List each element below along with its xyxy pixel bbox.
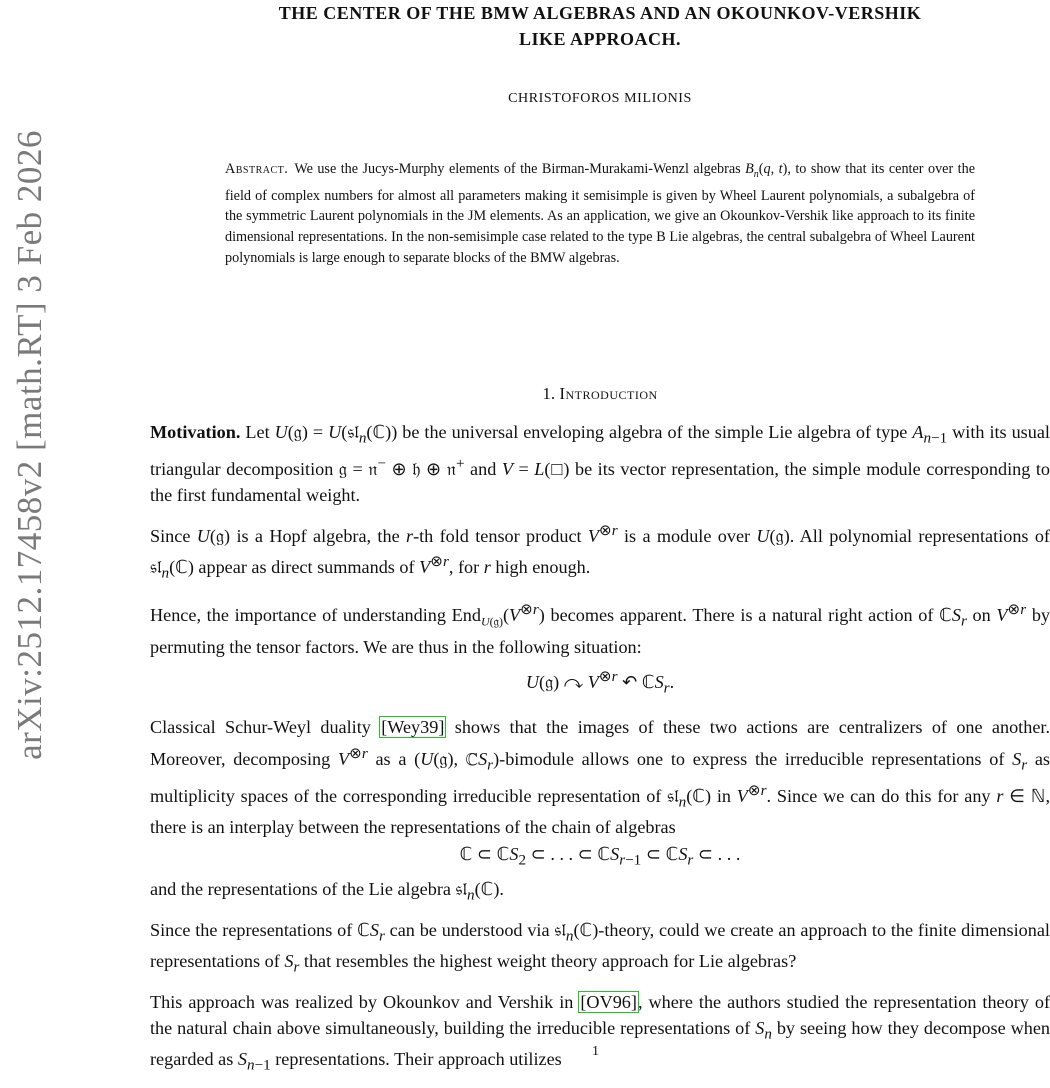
paragraph-schur-weyl: Classical Schur-Weyl duality [Wey39] shows that the images of these two actions are centralizers of one another. Moreover, decomposing $V^{\otimes r}$ as a (U(𝔤), ℂS$_r$)-bimodule allows one to express the irreducible representations of $S_r$ as multiplicity spaces of the corresponding irreducible representation of 𝔰𝔩$_n$(ℂ) in $V^{\otimes r}$. Since we can do this for any r ∈ ℕ, there is an interplay between the representations of the chain of algebras bbox=[150, 717, 1050, 837]
arxiv-watermark bbox=[0, 0, 60, 1062]
display-equation-actions: U(𝔤) ↷ $V^{\otimes r}$ ↶ ℂS$_r$. bbox=[525, 668, 675, 697]
abstract-label: Abstract. bbox=[225, 161, 289, 177]
abstract: Abstract. We use the Jucys-Murphy elements of the Birman-Murakami-Wenzl algebras $B_n(q$, t), to show that its center over the field of complex numbers for almost all parameters making it semisimple is given by Wheel Laurent polynomials, a subalgebra of the symmetric Laurent polynomials in the JM elements. As an application, we give an Okounkov-Vershik like approach to its finite dimensional representations. In the non-semisimple case related to the type B Lie algebras, the central subalgebra of Wheel Laurent polynomials is large enough to separate blocks of the BMW algebras. bbox=[225, 161, 975, 266]
paper-title bbox=[150, 0, 1050, 52]
section-heading: 1. Introduction bbox=[542, 384, 658, 403]
title-line-2: LIKE APPROACH. bbox=[518, 29, 681, 49]
author: CHRISTOFOROS MILIONIS bbox=[508, 91, 692, 106]
arxiv-id: arXiv:2512.17458v2 [math.RT] 3 Feb 2026 bbox=[10, 130, 49, 760]
body-text bbox=[150, 420, 1050, 1088]
paragraph-motivation: Motivation. Let U(𝔤) = U(𝔰𝔩$_n$(ℂ)) be the universal enveloping algebra of the simple Lie algebra of type $A_{n-1}$ with its usual triangular decomposition 𝔤 = 𝔫− ⊕ 𝔥 ⊕ 𝔫+ and V = L(□) be its vector representation, the simple module corresponding to the first fundamental weight. bbox=[150, 422, 1050, 505]
motivation-head: Motivation. bbox=[150, 422, 241, 442]
display-equation-chain: ℂ ⊂ ℂS$_2$ ⊂ . . . ⊂ ℂS$_{r-1}$ ⊂ ℂS$_r$ ⊂ . . . bbox=[459, 844, 741, 869]
page-number: 1 bbox=[592, 1044, 599, 1059]
paragraph-question: Since the representations of ℂS$_r$ can be understood via 𝔰𝔩$_n$(ℂ)-theory, could we create an approach to the finite dimensional representations of $S_r$ that resembles the highest weight theory approach for Lie algebras? bbox=[150, 920, 1050, 976]
paragraph-lie-algebra: and the representations of the Lie algebra 𝔰𝔩$_n$(ℂ). bbox=[150, 879, 504, 904]
paragraph-hopf: Since U(𝔤) is a Hopf algebra, the r-th fold tensor product $V^{\otimes r}$ is a module over U(𝔤). All polynomial representations of 𝔰𝔩$_n$(ℂ) appear as direct summands of $V^{\otimes r}$, for r high enough. bbox=[150, 521, 1050, 583]
paragraph-endomorphism: Hence, the importance of understanding $End_{U(𝔤)}(V^{\otimes r})$ becomes apparent. There is a natural right action of ℂS$_r$ on $V^{\otimes r}$ by permuting the tensor factors. We are thus in the following situation: bbox=[150, 600, 1050, 657]
title-line-1: THE CENTER OF THE BMW ALGEBRAS AND AN OKOUNKOV-VERSHIK bbox=[278, 3, 922, 23]
citation-ov96[interactable]: [OV96] bbox=[580, 992, 637, 1013]
citation-wey39[interactable]: [Wey39] bbox=[381, 717, 445, 738]
paragraph-okounkov-vershik: This approach was realized by Okounkov and Vershik in [OV96], where the authors studied the representation theory of the natural chain above simultaneously, building the irreducible representations of $S_n$ by seeing how they decompose when regarded as $S_{n-1}$ representations. Their approach utilizes bbox=[150, 992, 1050, 1074]
